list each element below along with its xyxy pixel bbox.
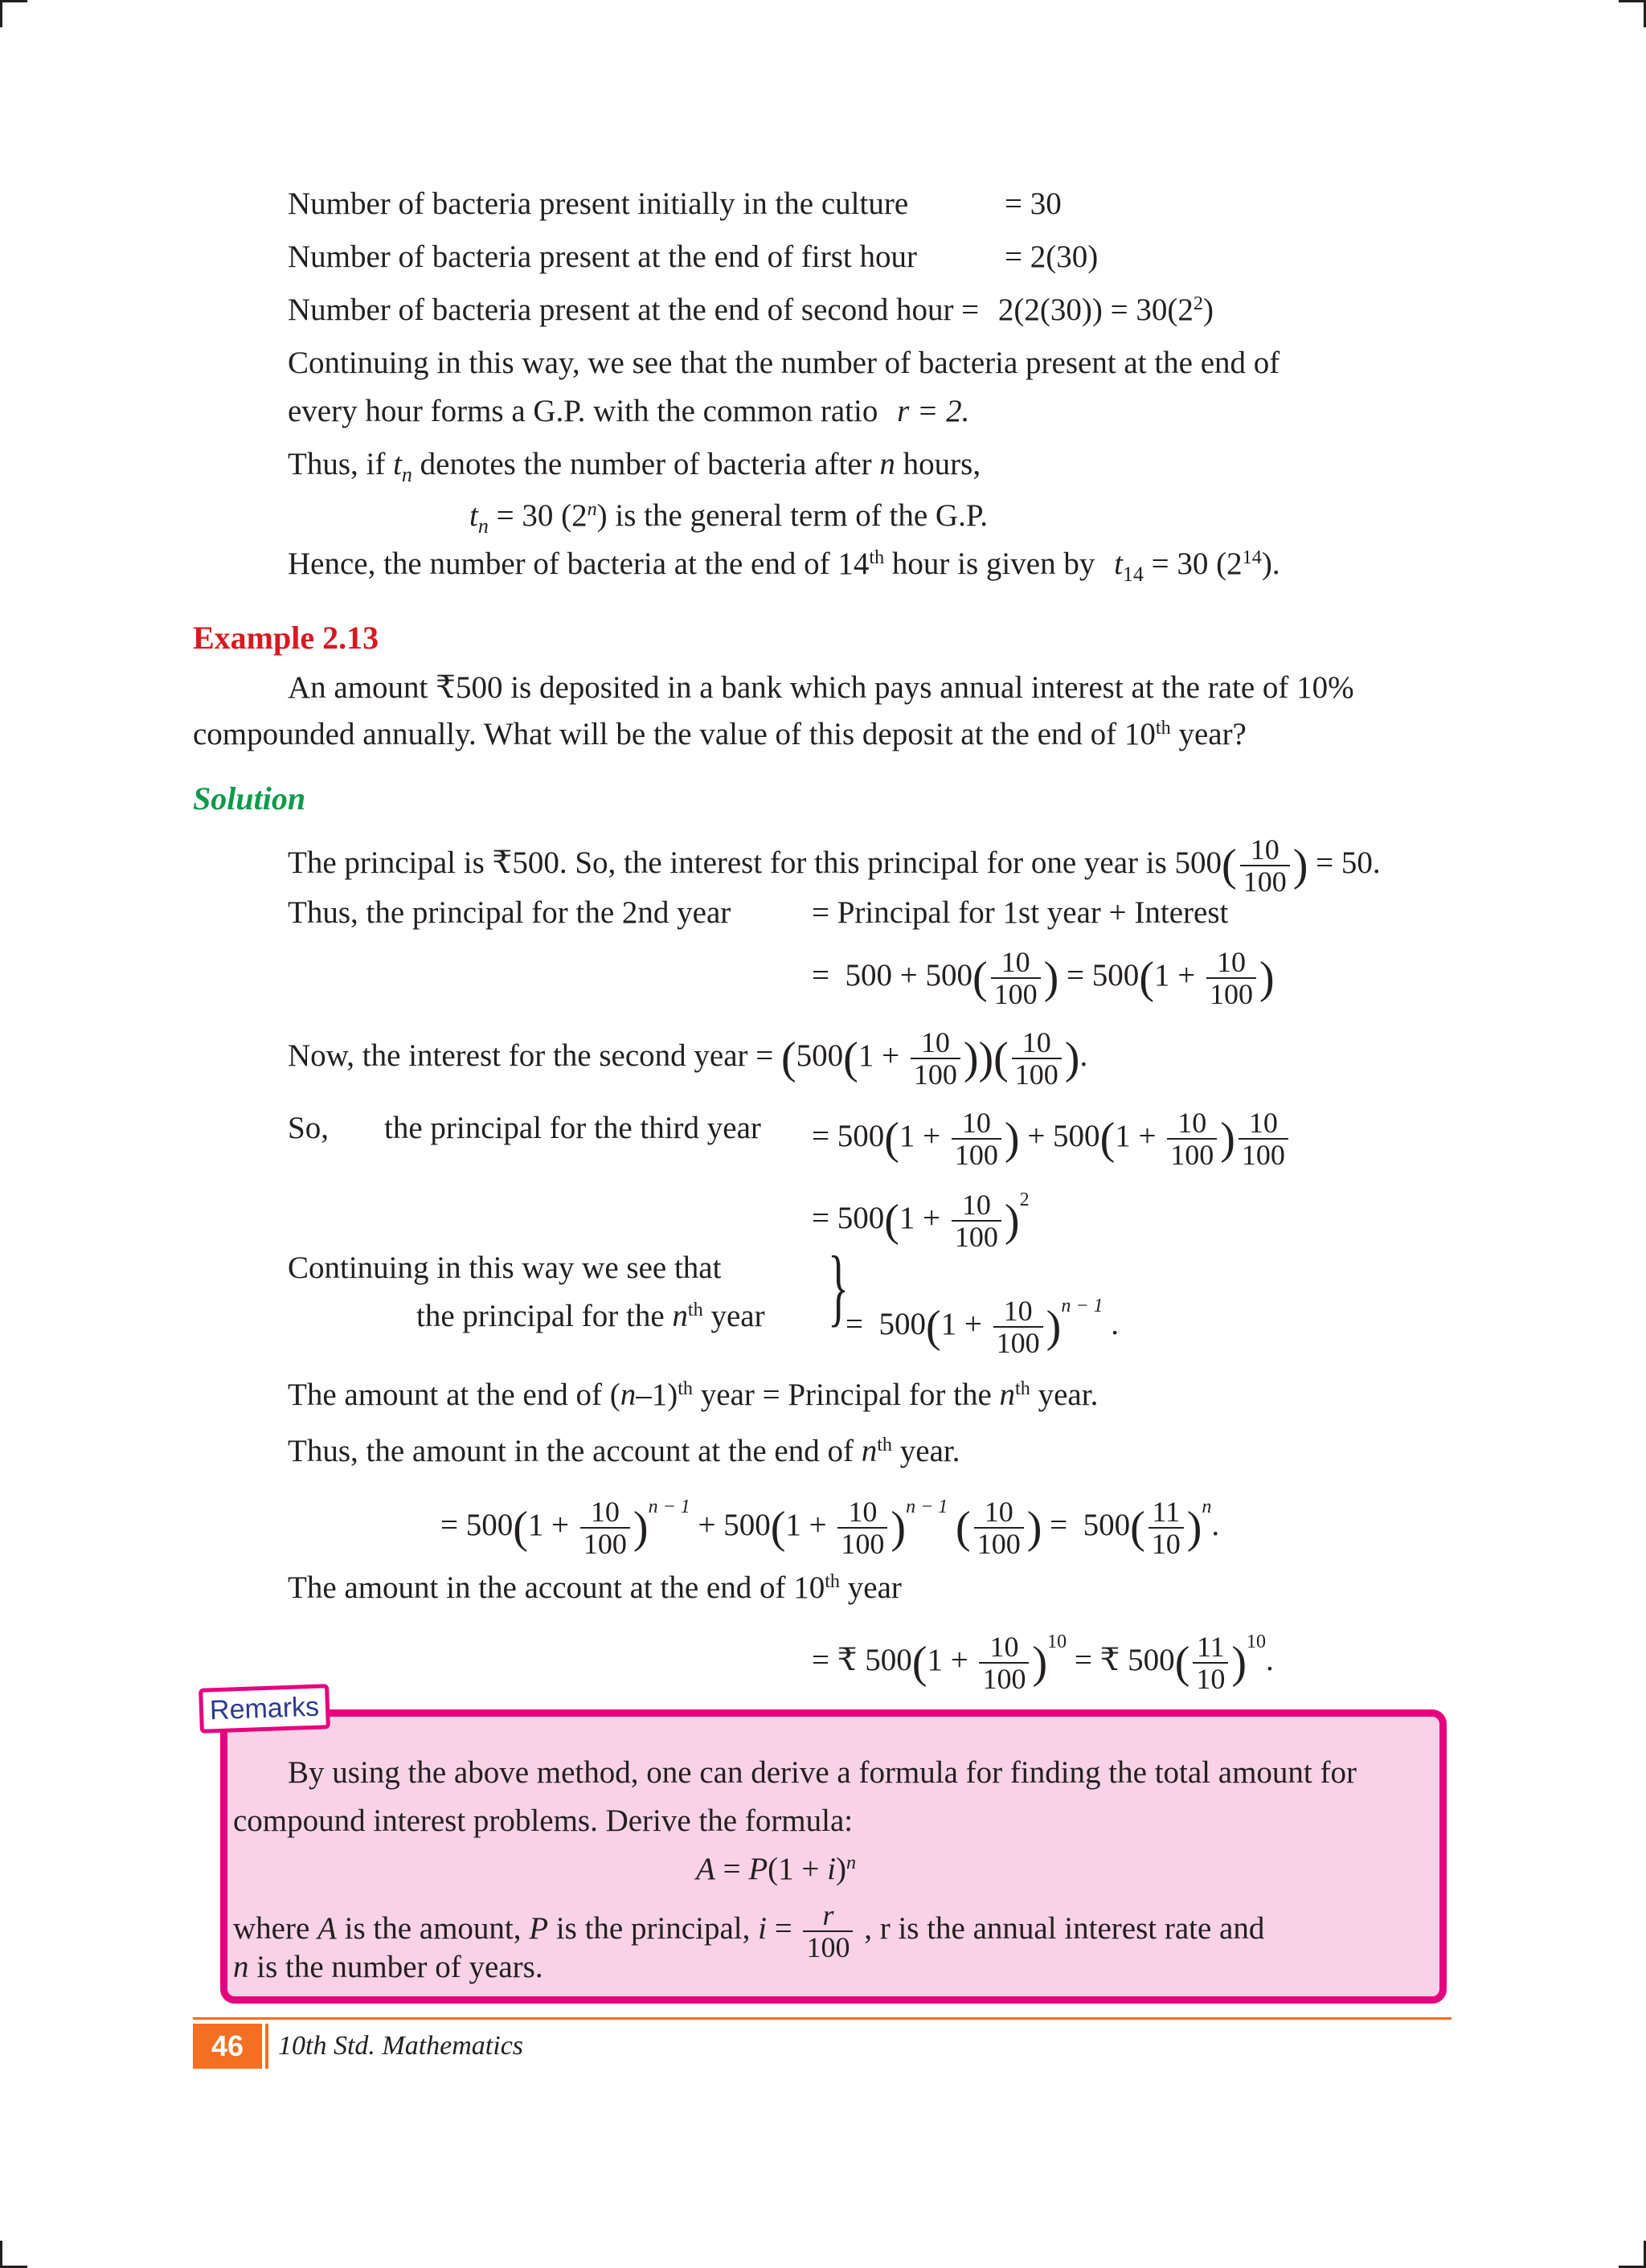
bacteria-initial-value: = 30	[1005, 186, 1062, 221]
solution-line-4	[288, 1027, 1087, 1090]
crop-mark	[0, 2241, 2, 2268]
thus-n: n	[879, 447, 895, 481]
solution-s4-label: Now, the interest for the second year =	[288, 1038, 774, 1073]
example-q2-text: compounded annually. What will be the value of this deposit at the end of 10	[193, 717, 1156, 751]
solution-line-2	[288, 892, 731, 934]
solution-title: Solution	[193, 780, 306, 817]
bacteria-second-line	[288, 289, 1214, 335]
solution-line-3	[812, 947, 1275, 1009]
remark-rate: , r is the annual interest rate and	[864, 1910, 1265, 1946]
bacteria-first-line	[288, 236, 917, 278]
third-year-squared-formula: = 500(1 + $\frac{10}{100}$ )$^2$	[812, 1189, 1030, 1253]
tenth-year-formula: = ₹ 500(1 + $\frac{10}{100}$ )$^{10}$ = ₹ 500( $\frac{11}{10}$ )$^{10}$.	[812, 1631, 1274, 1695]
tenth-year-line: The amount in the account at the end of 10th year	[288, 1570, 902, 1605]
bacteria-initial-line	[288, 183, 908, 225]
continuing-general-line-2	[416, 1296, 765, 1341]
solution-line-5-b: the principal for the third year	[384, 1111, 761, 1145]
book-title: 10th Std. Mathematics	[278, 2031, 524, 2061]
remark-amount: is the amount,	[344, 1910, 522, 1946]
crop-mark	[0, 0, 27, 2]
remark-line-2: compound interest problems. Derive the formula:	[233, 1803, 854, 1838]
amt-b: –1)	[636, 1378, 678, 1412]
example-title: Example 2.13	[193, 620, 379, 656]
remark-line-4: where A is the amount, P is the principal, i = $\frac{r}{100}$ , r is the annual interest rate and	[233, 1899, 1265, 1963]
amt-a: The amount at the end of (	[288, 1378, 620, 1412]
general-term-formula: $t_n = 30$ (2$^n$)	[469, 497, 608, 538]
example-q2-tail: year?	[1178, 717, 1247, 751]
solution-s1-tail: = 50.	[1316, 845, 1381, 880]
hence-text: Hence, the number of bacteria at the end of 14	[288, 547, 870, 581]
solution-s2-label: Thus, the principal for the 2nd year	[288, 895, 731, 930]
continuing-line-1: Continuing in this way, we see that the number of bacteria present at the end of	[288, 346, 1280, 380]
continuing-line-2	[288, 391, 969, 432]
thus-hours: hours,	[903, 447, 981, 481]
third-year-principal-formula: = 500(1 + $\frac{10}{100}$ ) + 500(1 + $\frac{10}{100}$ ) $\frac{10}{100}$	[812, 1107, 1292, 1170]
example-q2-th: th	[1155, 716, 1171, 739]
acc-a: Thus, the amount in the account at the end of	[288, 1434, 854, 1468]
remark-line-5: n is the number of years.	[233, 1950, 543, 1984]
solution-line-5	[288, 1107, 329, 1149]
cont-principal-text: the principal for the	[416, 1299, 665, 1333]
bacteria-second-expr: 2(2(30)) = 30(2	[997, 293, 1194, 327]
remarks-tag: Remarks	[199, 1684, 330, 1734]
amount-end-line: The amount at the end of $(n-1)^{th}$ year = Principal for the $n^{th}$ year.	[288, 1377, 1099, 1412]
remark-i-formula: i = $\frac{r}{100}$	[758, 1911, 856, 1946]
second-year-principal-formula: = 500 + 500( $\frac{10}{100}$ ) = 500(1 + $\frac{10}{100}$ )	[812, 946, 1275, 1010]
crop-mark	[1619, 0, 1646, 2]
t-n-symbol: $t_n$	[393, 447, 412, 486]
thus-suffix: denotes the number of bacteria after	[420, 447, 872, 481]
remark-where: where	[233, 1910, 310, 1946]
remark-line-1: By using the above method, one can derive a formula for finding the total amount for	[288, 1755, 1357, 1790]
t14-formula: $t_{14} = 30$ $(2^{14})$.	[1114, 546, 1280, 586]
bacteria-initial-label: Number of bacteria present initially in the culture	[288, 186, 909, 221]
hence-tail: hour is given by	[891, 547, 1095, 581]
continuing-general-line-1: Continuing in this way we see that	[288, 1251, 722, 1285]
hence-th: th	[869, 546, 885, 568]
ten-b: year	[847, 1570, 902, 1605]
cont-th: th	[687, 1298, 703, 1320]
crop-mark	[0, 0, 2, 27]
general-term-text: is the general term of the G.P.	[615, 498, 988, 533]
account-end-line: Thus, the amount in the account at the end of $n^{th}$ year.	[288, 1433, 960, 1468]
bacteria-first-label: Number of bacteria present at the end of first hour	[288, 239, 917, 274]
solution-s1-text: The principal is ₹500. So, the interest for this principal for one year is 500	[288, 845, 1222, 880]
bacteria-second-label: Number of bacteria present at the end of second hour =	[288, 293, 980, 327]
solution-s5-so: So,	[288, 1111, 329, 1145]
continuing-text: every hour forms a G.P. with the common ratio	[288, 394, 878, 428]
remark-years: is the number of years.	[256, 1950, 543, 1984]
common-ratio: r = 2.	[897, 394, 970, 428]
right-brace: }	[828, 1239, 849, 1335]
amt-d: year.	[1038, 1378, 1099, 1412]
acc-b: year.	[899, 1434, 960, 1468]
nth-year-principal-formula: = 500(1 + $\frac{10}{100}$ )$^{n - 1}$ .	[846, 1295, 1120, 1359]
hence-line	[288, 543, 1280, 596]
solution-line-1: The principal is ₹500. So, the interest for this principal for one year is 500( $\frac{10}{100}$ ) = 50.	[288, 833, 1381, 898]
second-year-interest-formula: (500(1 + $\frac{10}{100}$ ))( $\frac{10}{100}$ ).	[781, 1026, 1088, 1091]
cont-year: year	[710, 1299, 765, 1333]
bacteria-first-value: = 2(30)	[1005, 239, 1099, 274]
thus-line	[288, 444, 981, 496]
page-number: 46	[193, 2024, 262, 2069]
amt-c: year = Principal for the	[700, 1378, 992, 1412]
ten-a: The amount in the account at the end of 10	[288, 1570, 825, 1605]
remark-principal: is the principal,	[555, 1910, 751, 1946]
remark-formula: $A = P(1 + i)^n$	[696, 1851, 857, 1886]
solution-line-2-b: = Principal for 1st year + Interest	[812, 895, 1229, 930]
example-question-1: An amount ₹500 is deposited in a bank which pays annual interest at the rate of 10%	[288, 670, 1354, 705]
bacteria-second-exp: 2	[1193, 292, 1203, 314]
nth-amount-formula: = 500(1 + $\frac{10}{100}$ )$^{n - 1}$ + 500(1 + $\frac{10}{100}$ )$^{n - 1}$ ( $\frac{10}{100}$ ) = 500( $\frac{11}{10}$ )$^n$.	[440, 1496, 1220, 1560]
thus-prefix: Thus, if	[288, 447, 386, 481]
example-question-2	[193, 714, 1247, 759]
bacteria-second-value: $2(2(30)) = 30(2^2)$	[997, 292, 1214, 327]
general-term-line	[469, 495, 988, 547]
footer-rule	[193, 2017, 1452, 2020]
cont-n: n	[672, 1299, 688, 1333]
page-divider	[265, 2024, 268, 2069]
